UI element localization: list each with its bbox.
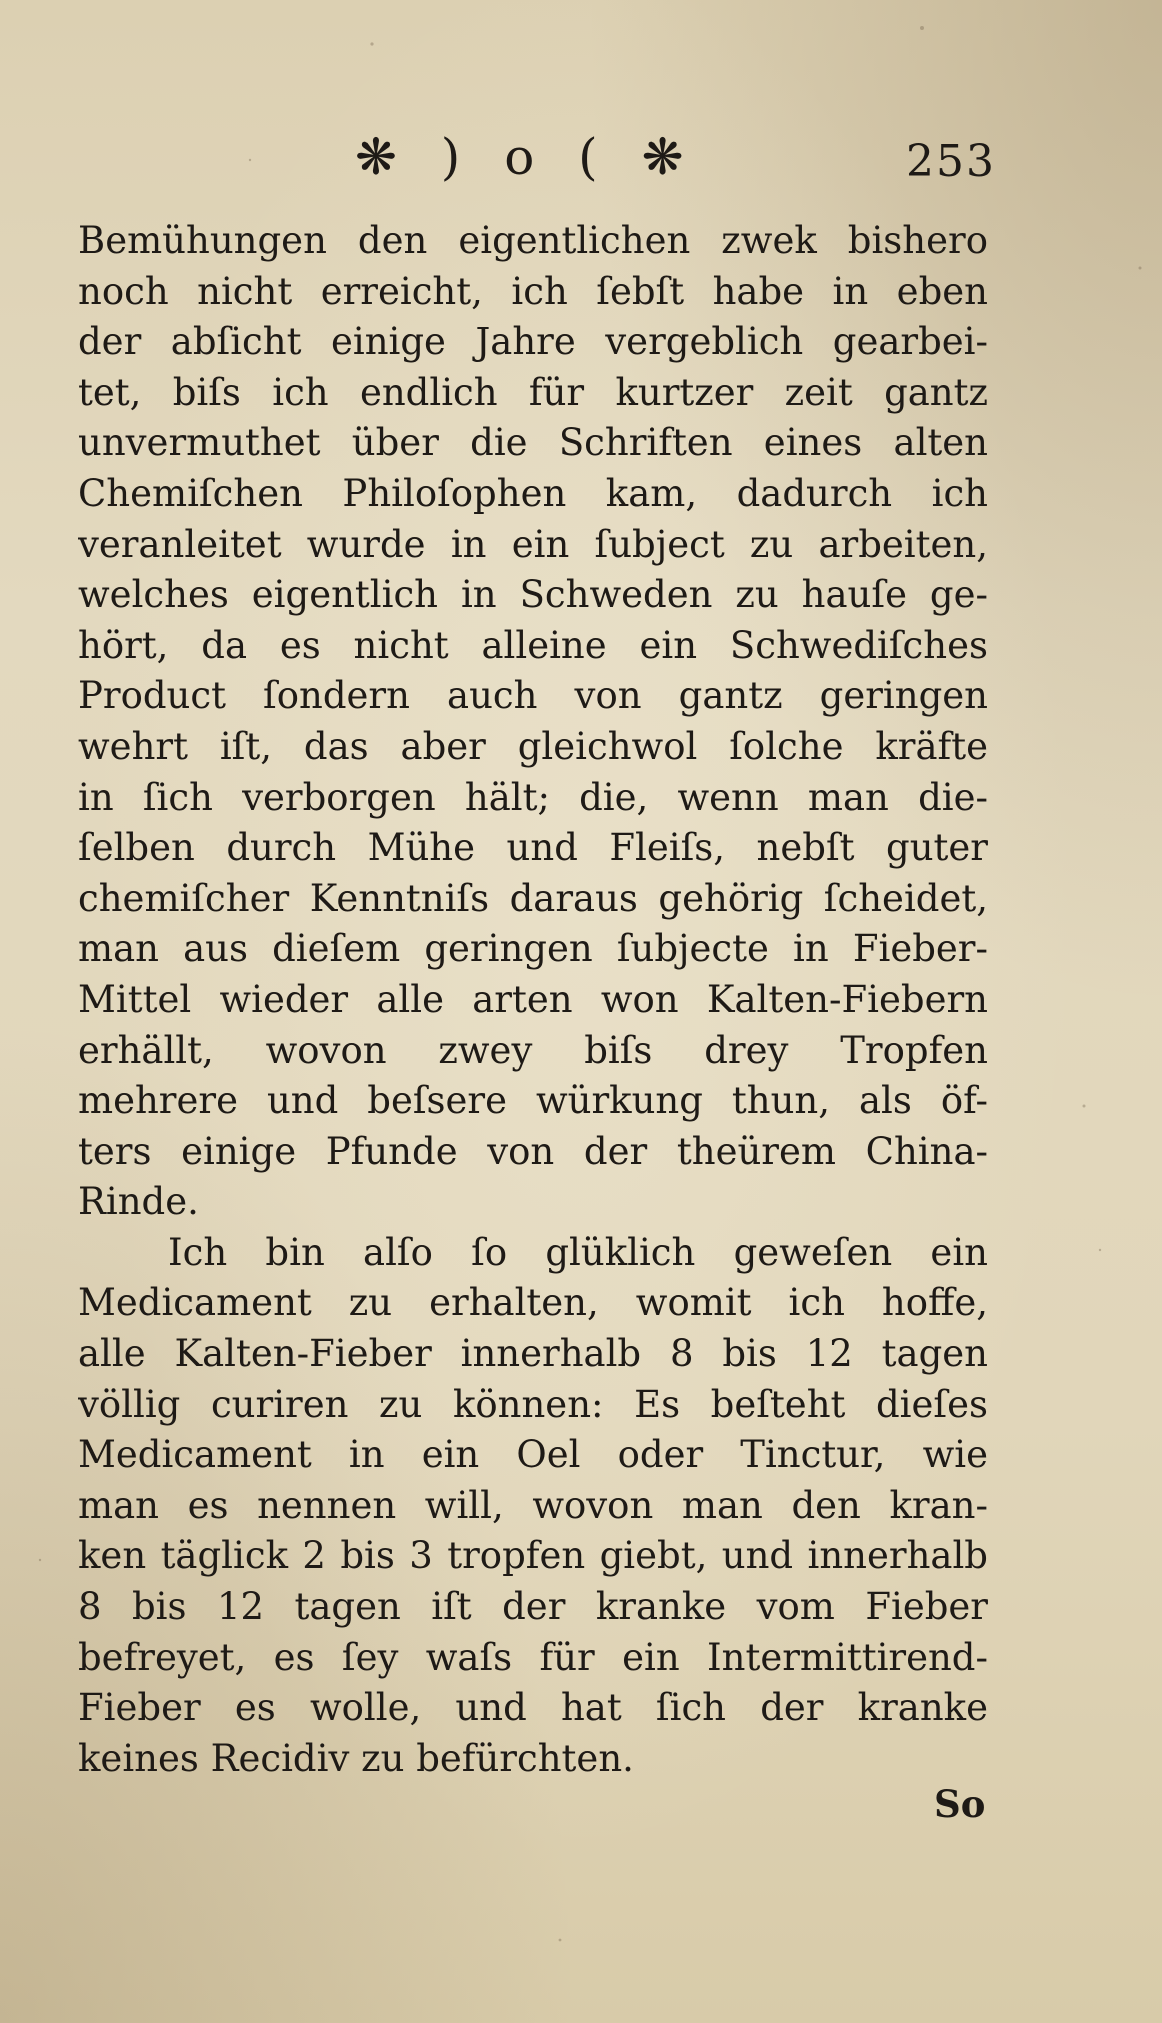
- text-line: noch nicht erreicht, ich ſebſt habe in eben: [78, 269, 988, 313]
- page-header: [0, 128, 1162, 198]
- text-line: unvermuthet über die Schriften eines alten: [78, 421, 988, 465]
- text-line: mehrere und beſsere würkung thun, als öf-: [78, 1079, 988, 1123]
- paragraph-end-line: Rinde.: [78, 1180, 199, 1224]
- text-line: man aus dieſem geringen ſubjecte in Fieber-: [78, 927, 988, 971]
- text-line: ters einige Pfunde von der theürem China-: [78, 1129, 988, 1173]
- text-line: tet, biſs ich endlich für kurtzer zeit gantz: [78, 370, 988, 414]
- paragraph-end-line: keines Recidiv zu befürchten.: [78, 1736, 634, 1780]
- text-line: in ſich verborgen hält; die, wenn man die-: [78, 775, 988, 819]
- text-line: Mittel wieder alle arten won Kalten-Fiebern: [78, 977, 988, 1021]
- text-line: Chemiſchen Philoſophen kam, dadurch ich: [78, 471, 988, 515]
- body-text: [78, 216, 988, 1784]
- text-line: befreyet, es ſey waſs für ein Intermittirend-: [78, 1635, 988, 1679]
- paragraph-start-line: Ich bin alſo ſo glüklich geweſen ein: [168, 1230, 988, 1274]
- text-line: chemiſcher Kenntniſs daraus gehörig ſcheidet,: [78, 876, 988, 920]
- text-line: Medicament in ein Oel oder Tinctur, wie: [78, 1433, 988, 1477]
- text-line: welches eigentlich in Schweden zu hauſe ge-: [78, 573, 988, 617]
- text-line: Product ſondern auch von gantz geringen: [78, 674, 988, 718]
- page-number: 253: [906, 136, 996, 187]
- text-line: der abſicht einige Jahre vergeblich gearbei-: [78, 320, 988, 364]
- text-line: Medicament zu erhalten, womit ich hoffe,: [78, 1281, 988, 1325]
- text-line: Bemühungen den eigentlichen zwek bishero: [78, 219, 988, 262]
- text-line: 8 bis 12 tagen iſt der kranke vom Fieber: [78, 1585, 988, 1629]
- text-line: erhällt, wovon zwey biſs drey Tropfen: [78, 1028, 988, 1072]
- text-line: alle Kalten-Fieber innerhalb 8 bis 12 tagen: [78, 1332, 988, 1376]
- text-line: wehrt iſt, das aber gleichwol ſolche kräfte: [78, 724, 988, 768]
- text-line: völlig curiren zu können: Es beſteht dieſes: [78, 1382, 988, 1426]
- text-line: hört, da es nicht alleine ein Schwediſches: [78, 623, 988, 667]
- text-line: veranleitet wurde in ein ſubject zu arbeiten,: [78, 522, 988, 566]
- text-line: Fieber es wolle, und hat ſich der kranke: [78, 1686, 988, 1730]
- text-line: man es nennen will, wovon man den kran-: [78, 1483, 988, 1527]
- text-line: ken täglick 2 bis 3 tropfen giebt, und innerhalb: [78, 1534, 988, 1578]
- catchword: So: [934, 1782, 986, 1826]
- text-line: ſelben durch Mühe und Fleiſs, nebſt guter: [78, 826, 988, 870]
- running-head: ❋ ) o ( ❋: [355, 128, 698, 186]
